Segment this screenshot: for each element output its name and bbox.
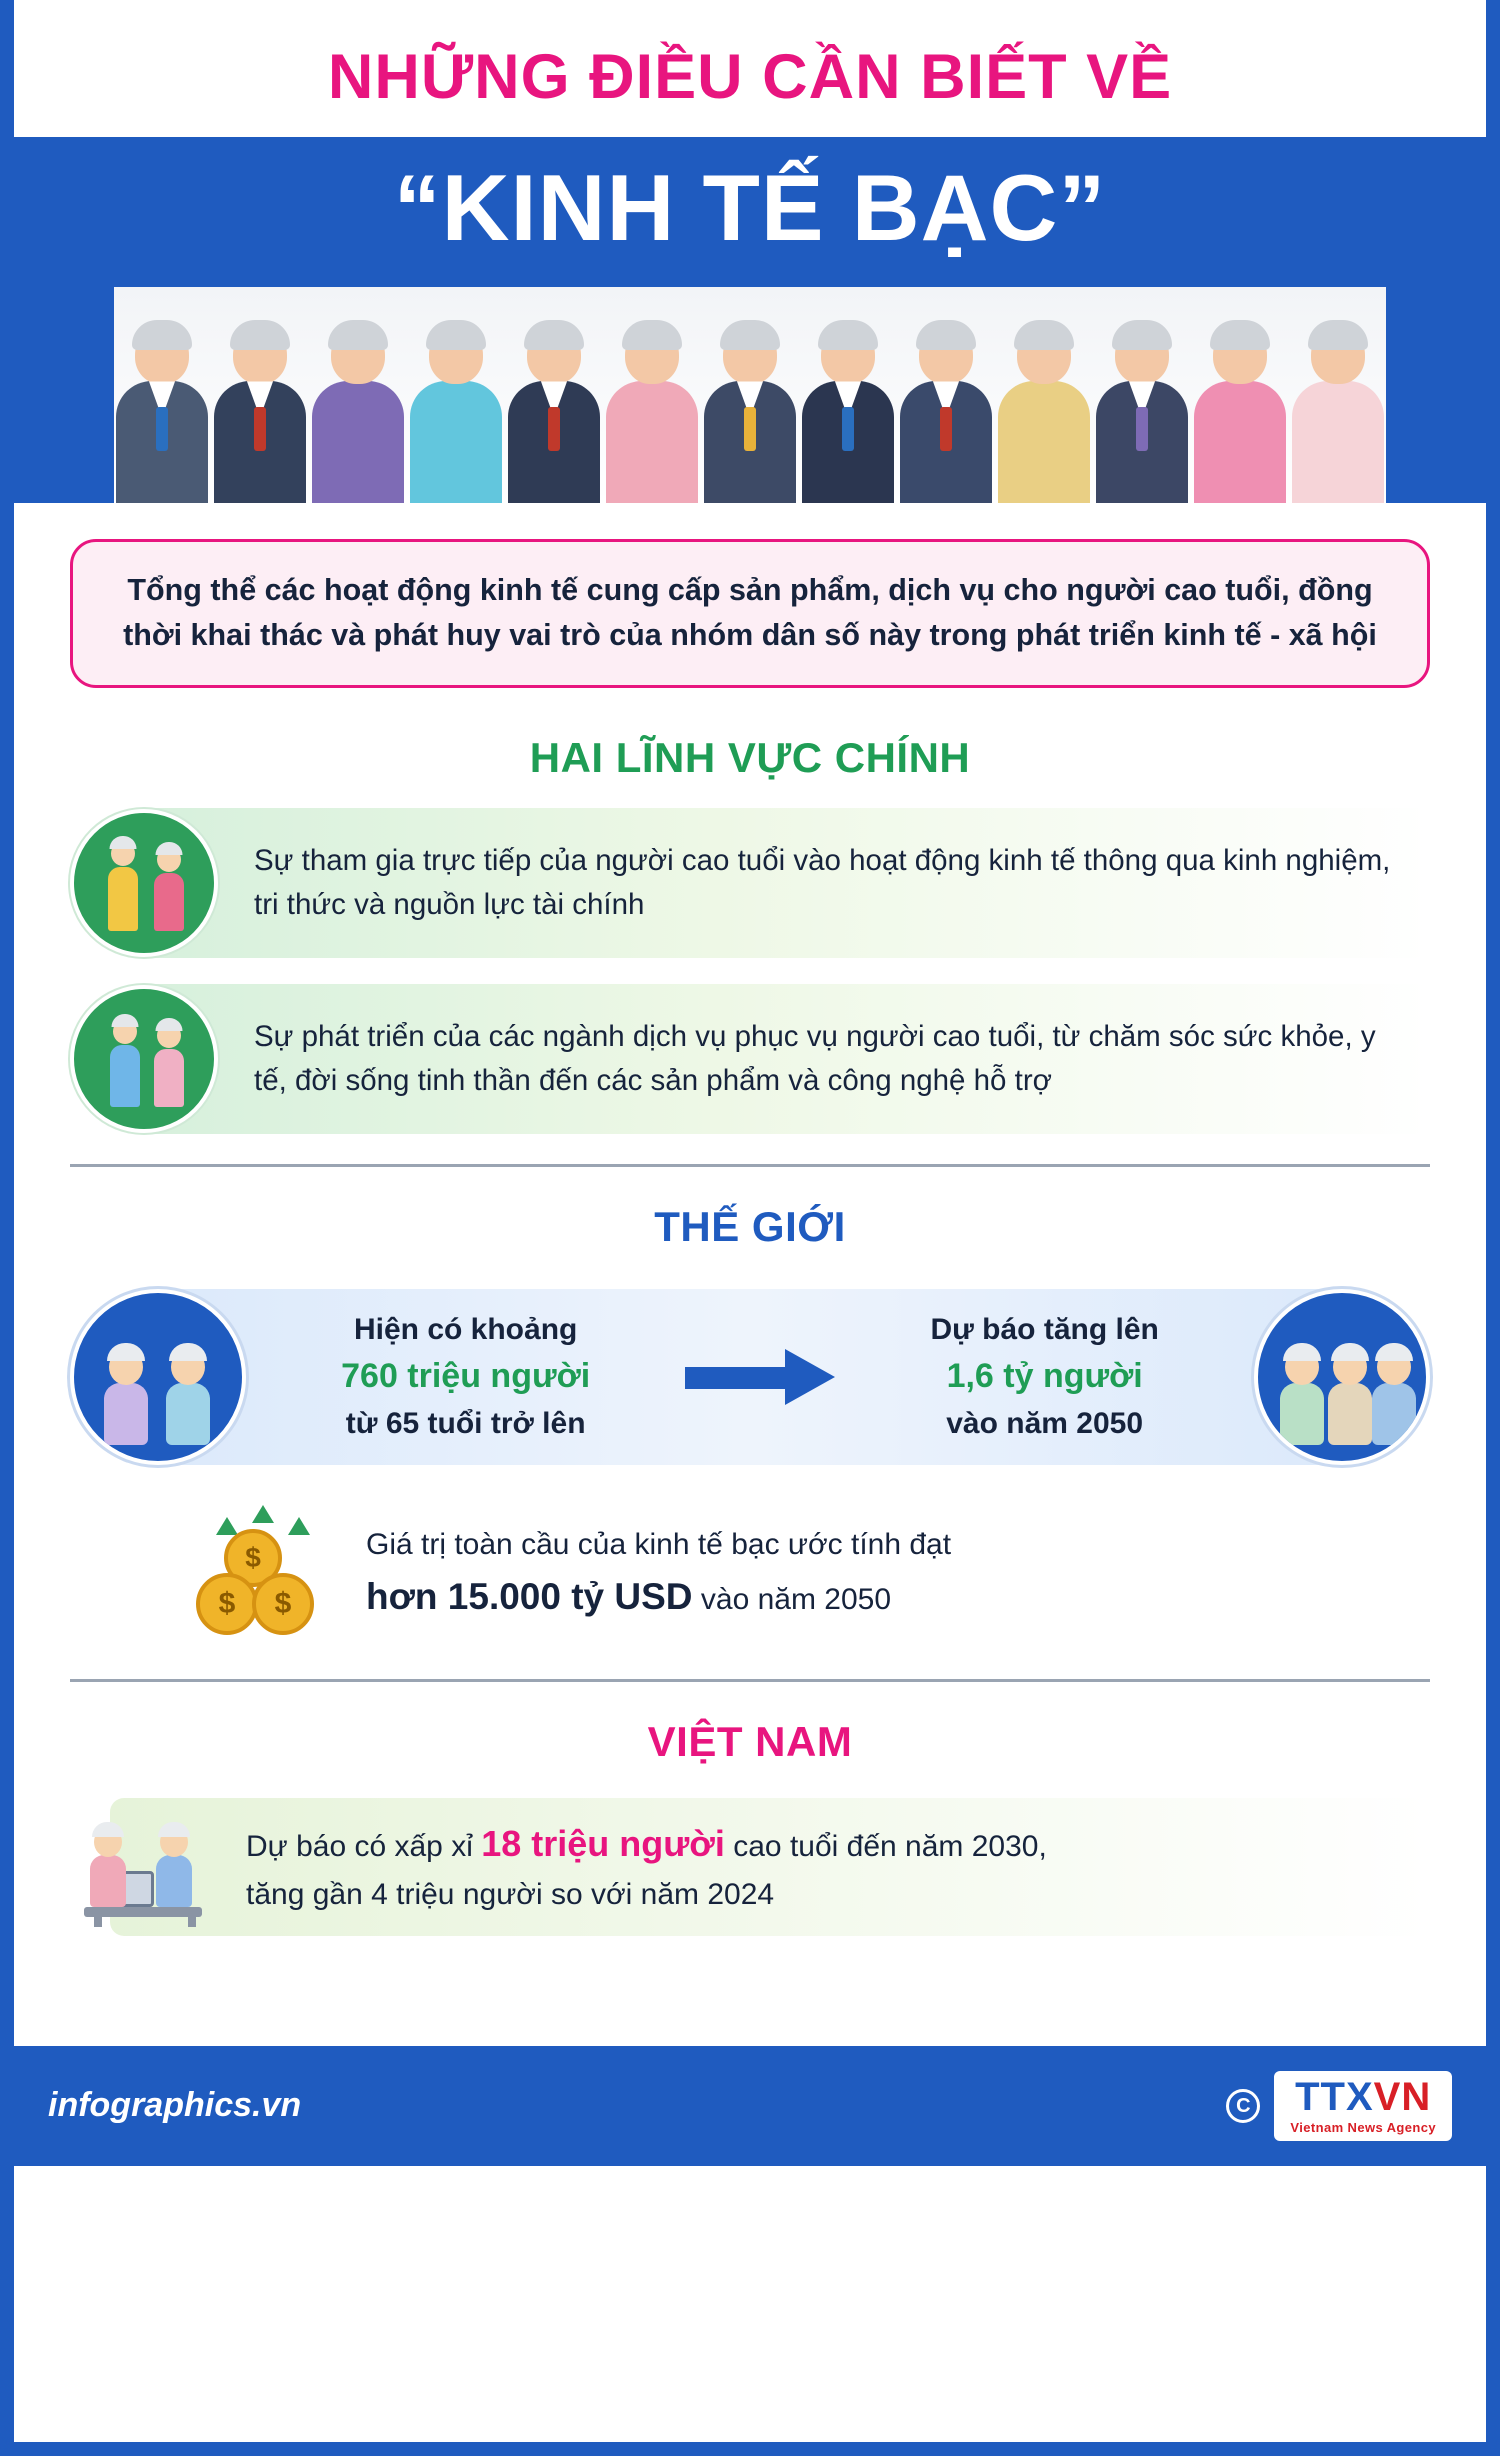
ttxvn-logo-primary: TTX	[1295, 2074, 1374, 2119]
elderly-couple-thumbs-up-icon	[70, 1289, 246, 1465]
person-icon	[114, 318, 210, 503]
ttxvn-logo	[1274, 2071, 1452, 2141]
person-icon	[702, 318, 798, 503]
pre-footer-spacer	[14, 1942, 1486, 1968]
elderly-using-laptop-icon	[70, 1807, 220, 1927]
world-forecast-stat	[924, 1308, 1164, 1446]
elderly-couple-walking-icon	[70, 809, 218, 957]
footer-site-link[interactable]: infographics.vn	[48, 2086, 302, 2125]
definition-text: Tổng thể các hoạt động kinh tế cung cấp sản phẩm, dịch vụ cho người cao tuổi, đồng thời khai thác và phát huy vai trò của nhóm dân số này trong phát triển kinh tế - xã hội	[123, 573, 1377, 652]
right-arrow-icon	[685, 1349, 835, 1405]
world-current-note: từ 65 tuổi trở lên	[345, 1407, 586, 1441]
person-icon	[310, 318, 406, 503]
global-value-text	[366, 1522, 951, 1626]
ttxvn-logo-sub: Vietnam News Agency	[1290, 2119, 1436, 2135]
person-icon	[212, 318, 308, 503]
person-icon	[898, 318, 994, 503]
elderly-group-icon	[1254, 1289, 1430, 1465]
person-icon	[996, 318, 1092, 503]
world-stats-row	[70, 1277, 1430, 1477]
section-title-world: THẾ GIỚI	[654, 1202, 846, 1250]
definition-section	[14, 505, 1486, 697]
world-forecast-label: Dự báo tăng lên	[930, 1312, 1159, 1346]
person-icon	[408, 318, 504, 503]
elderly-couple-waving-icon	[70, 985, 218, 1133]
person-icon	[604, 318, 700, 503]
global-value-highlight: hơn 15.000 tỷ USD	[366, 1576, 693, 1618]
global-value-row	[70, 1503, 1430, 1649]
vietnam-line2: tăng gần 4 triệu người so với năm 2024	[246, 1877, 775, 1911]
divider-vietnam	[70, 1679, 1430, 1682]
section-title-fields: HAI LĨNH VỰC CHÍNH	[529, 733, 971, 781]
world-current-stat	[335, 1308, 596, 1446]
ttxvn-logo-accent: VN	[1373, 2074, 1432, 2119]
global-value-line2-tail: vào năm 2050	[692, 1583, 892, 1617]
header-blue-band	[14, 137, 1486, 288]
page-title-line1: NHỮNG ĐIỀU CẦN BIẾT VỀ	[327, 42, 1173, 112]
crowd-left-stripe	[14, 287, 114, 503]
header-top	[14, 0, 1486, 137]
vietnam-line1-highlight: 18 triệu người	[481, 1822, 725, 1864]
vietnam-line1-pre: Dự báo có xấp xỉ	[246, 1829, 482, 1863]
world-forecast-note: vào năm 2050	[946, 1407, 1144, 1441]
world-current-label: Hiện có khoảng	[353, 1312, 578, 1346]
crowd-figures	[114, 287, 1386, 503]
vietnam-stat-row	[70, 1792, 1430, 1942]
field-item-1-text: Sự tham gia trực tiếp của người cao tuổi vào hoạt động kinh tế thông qua kinh nghiệm, tri thức và nguồn lực tài chính	[254, 843, 1391, 921]
world-current-value: 760 triệu người	[341, 1357, 591, 1396]
section-title-vietnam: VIỆT NAM	[647, 1717, 853, 1765]
person-icon	[1290, 318, 1386, 503]
global-value-line1: Giá trị toàn cầu của kinh tế bạc ước tính đạt	[366, 1527, 952, 1561]
definition-box	[70, 539, 1430, 687]
crowd-right-stripe	[1386, 287, 1486, 503]
field-item-2-text: Sự phát triển của các ngành dịch vụ phục vụ người cao tuổi, từ chăm sóc sức khỏe, y tế, đời sống tinh thần đến các sản phẩm và công nghệ hỗ trợ	[254, 1019, 1376, 1097]
world-forecast-value: 1,6 tỷ người	[946, 1357, 1143, 1396]
field-item-2	[70, 984, 1430, 1134]
person-icon	[800, 318, 896, 503]
footer-logo	[1226, 2071, 1452, 2141]
field-item-1	[70, 808, 1430, 958]
coins-growth-icon: $ $ $	[190, 1509, 340, 1639]
divider-world	[70, 1164, 1430, 1167]
person-icon	[1094, 318, 1190, 503]
copyright-icon: C	[1226, 2089, 1260, 2123]
page-title-line2: “KINH TẾ BẠC”	[393, 154, 1107, 260]
vietnam-line1-post: cao tuổi đến năm 2030,	[724, 1829, 1047, 1863]
elderly-crowd-illustration	[14, 287, 1486, 505]
person-icon	[1192, 318, 1288, 503]
vietnam-stat-text	[220, 1816, 1067, 1918]
footer-bar	[14, 2046, 1486, 2166]
person-icon	[506, 318, 602, 503]
